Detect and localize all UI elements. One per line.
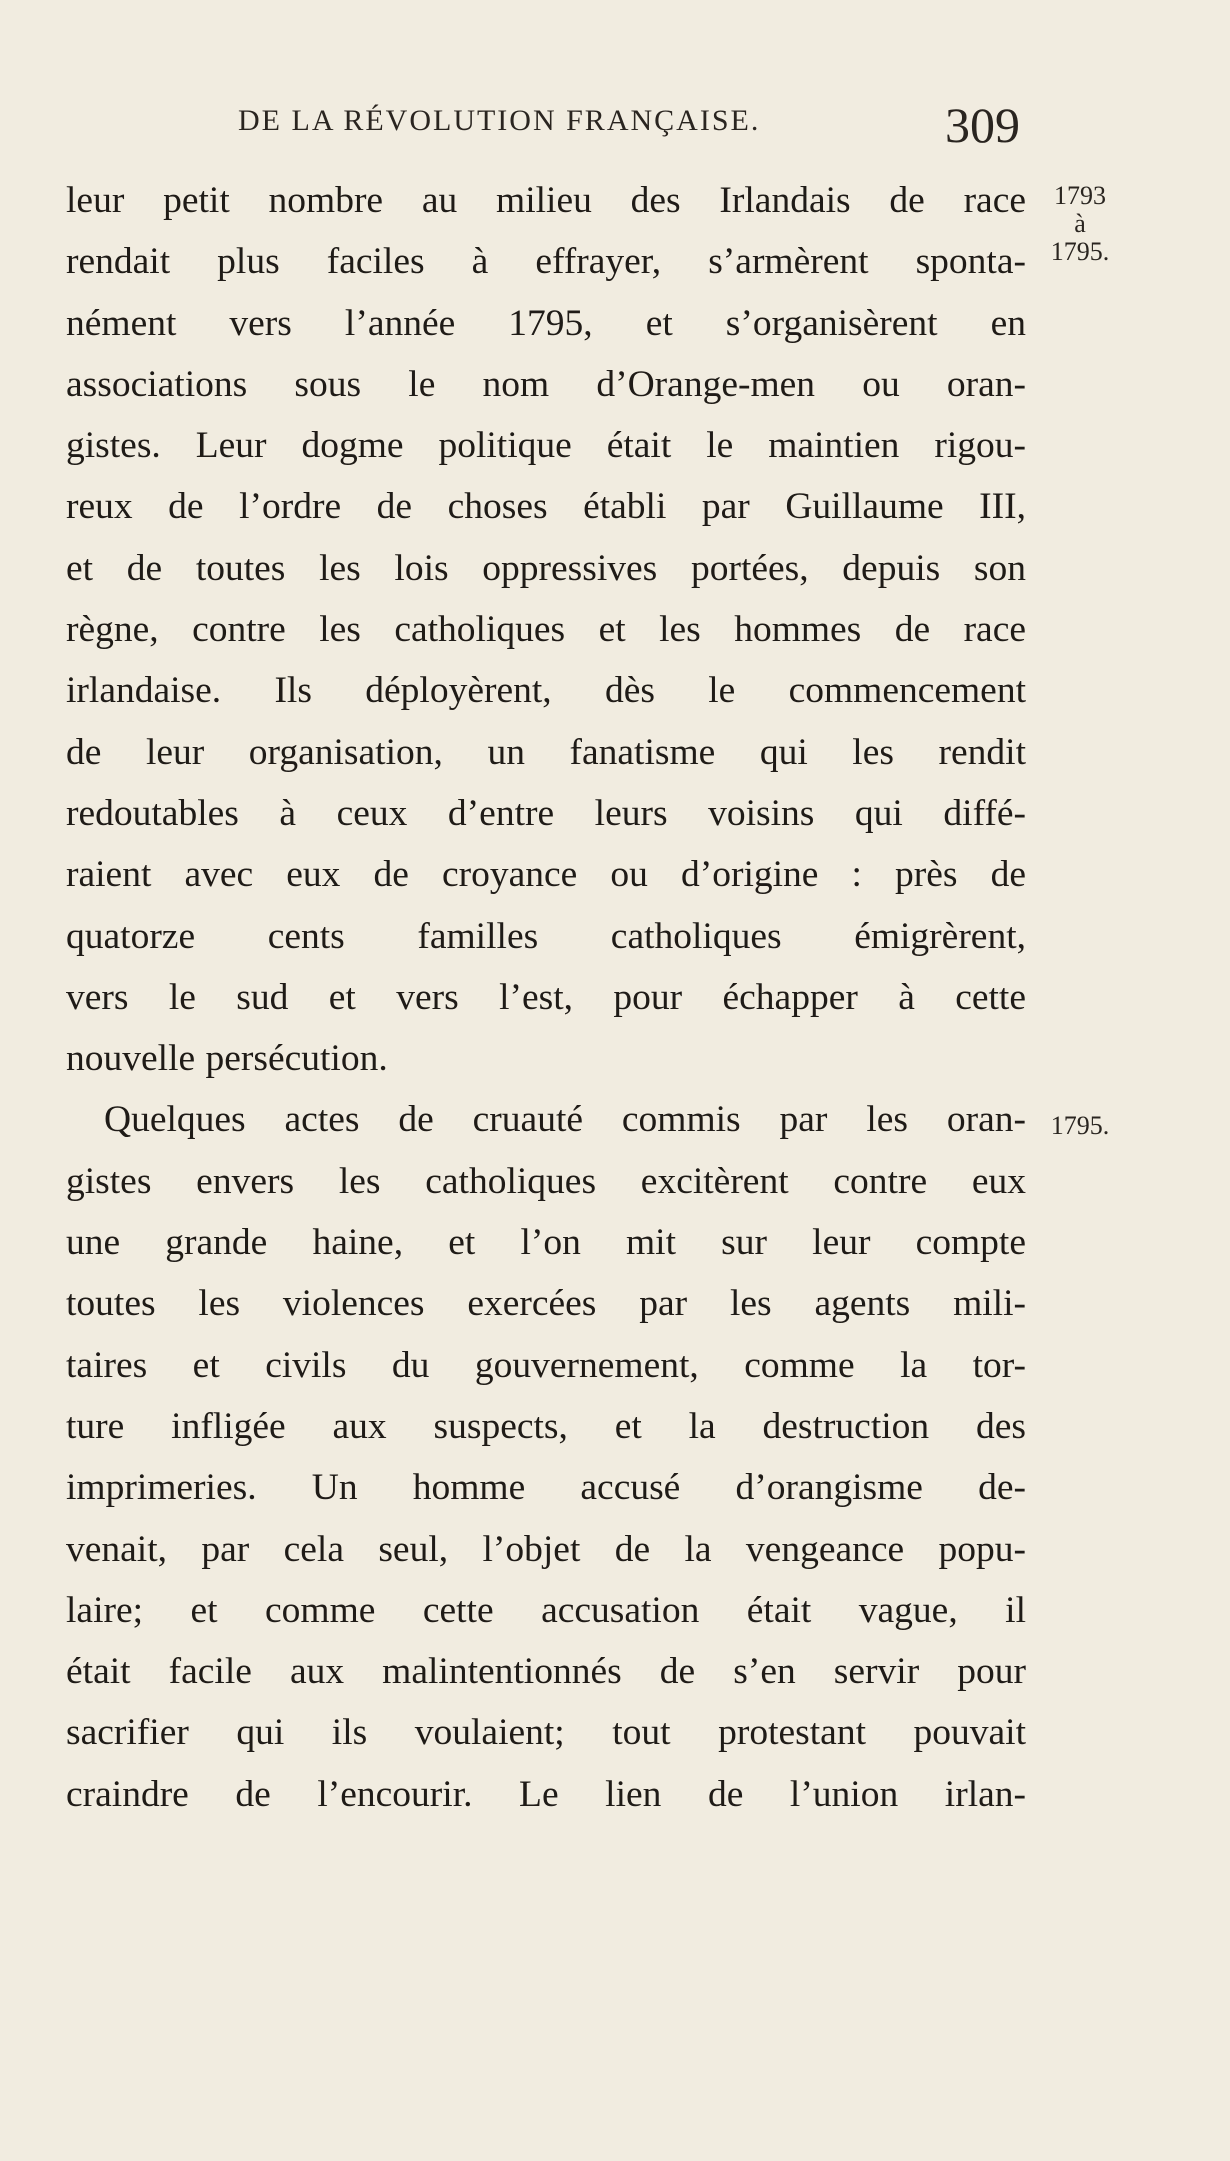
page-number: 309	[945, 97, 1020, 153]
body-text	[66, 170, 1026, 1825]
margin-note-date-range	[1040, 182, 1120, 266]
text-line: rendait plus faciles à effrayer, s’armèrent sponta-	[66, 241, 1026, 283]
margin-note-year: 1795.	[1050, 1111, 1110, 1140]
margin-note-connector: à	[1074, 209, 1086, 238]
text-line: raient avec eux de croyance ou d’origine : près de	[66, 854, 1026, 896]
text-line: de leur organisation, un fanatisme qui les rendit	[66, 731, 1026, 773]
text-line: une grande haine, et l’on mit sur leur compte	[66, 1222, 1026, 1264]
text-line: nouvelle persécution.	[66, 1038, 388, 1080]
text-line: Quelques actes de cruauté commis par les oran-	[104, 1099, 1026, 1141]
text-line: gistes envers les catholiques excitèrent contre eux	[66, 1160, 1026, 1202]
text-line: laire; et comme cette accusation était vague, il	[66, 1589, 1026, 1631]
text-line: nément vers l’année 1795, et s’organisèrent en	[66, 302, 1026, 344]
text-line: imprimeries. Un homme accusé d’orangisme de-	[66, 1467, 1026, 1509]
text-line: sacrifier qui ils voulaient; tout protestant pouvait	[66, 1712, 1026, 1754]
margin-note-year-start: 1793	[1054, 181, 1106, 210]
text-line: venait, par cela seul, l’objet de la vengeance popu-	[66, 1528, 1026, 1570]
text-line: irlandaise. Ils déployèrent, dès le commencement	[66, 670, 1026, 712]
text-line: redoutables à ceux d’entre leurs voisins qui diffé-	[66, 792, 1026, 834]
text-line: taires et civils du gouvernement, comme la tor-	[66, 1344, 1026, 1386]
text-line: et de toutes les lois oppressives portées, depuis son	[66, 547, 1026, 589]
text-line: vers le sud et vers l’est, pour échapper à cette	[66, 976, 1026, 1018]
text-line: reux de l’ordre de choses établi par Guillaume III,	[66, 486, 1026, 528]
text-line: craindre de l’encourir. Le lien de l’union irlan-	[66, 1773, 1026, 1815]
margin-note-year-end: 1795.	[1050, 237, 1110, 266]
text-line: ture infligée aux suspects, et la destruction des	[66, 1405, 1026, 1447]
text-line: toutes les violences exercées par les agents mili-	[66, 1283, 1026, 1325]
text-line: quatorze cents familles catholiques émigrèrent,	[66, 915, 1026, 957]
text-line: leur petit nombre au milieu des Irlandais de race	[66, 180, 1026, 221]
text-line: associations sous le nom d’Orange-men ou oran-	[66, 363, 1026, 405]
text-line: gistes. Leur dogme politique était le maintien rigou-	[66, 425, 1026, 467]
text-line: règne, contre les catholiques et les hommes de race	[66, 609, 1026, 651]
text-line: était facile aux malintentionnés de s’en servir pour	[66, 1651, 1026, 1693]
running-title: DE LA RÉVOLUTION FRANÇAISE.	[238, 104, 761, 137]
